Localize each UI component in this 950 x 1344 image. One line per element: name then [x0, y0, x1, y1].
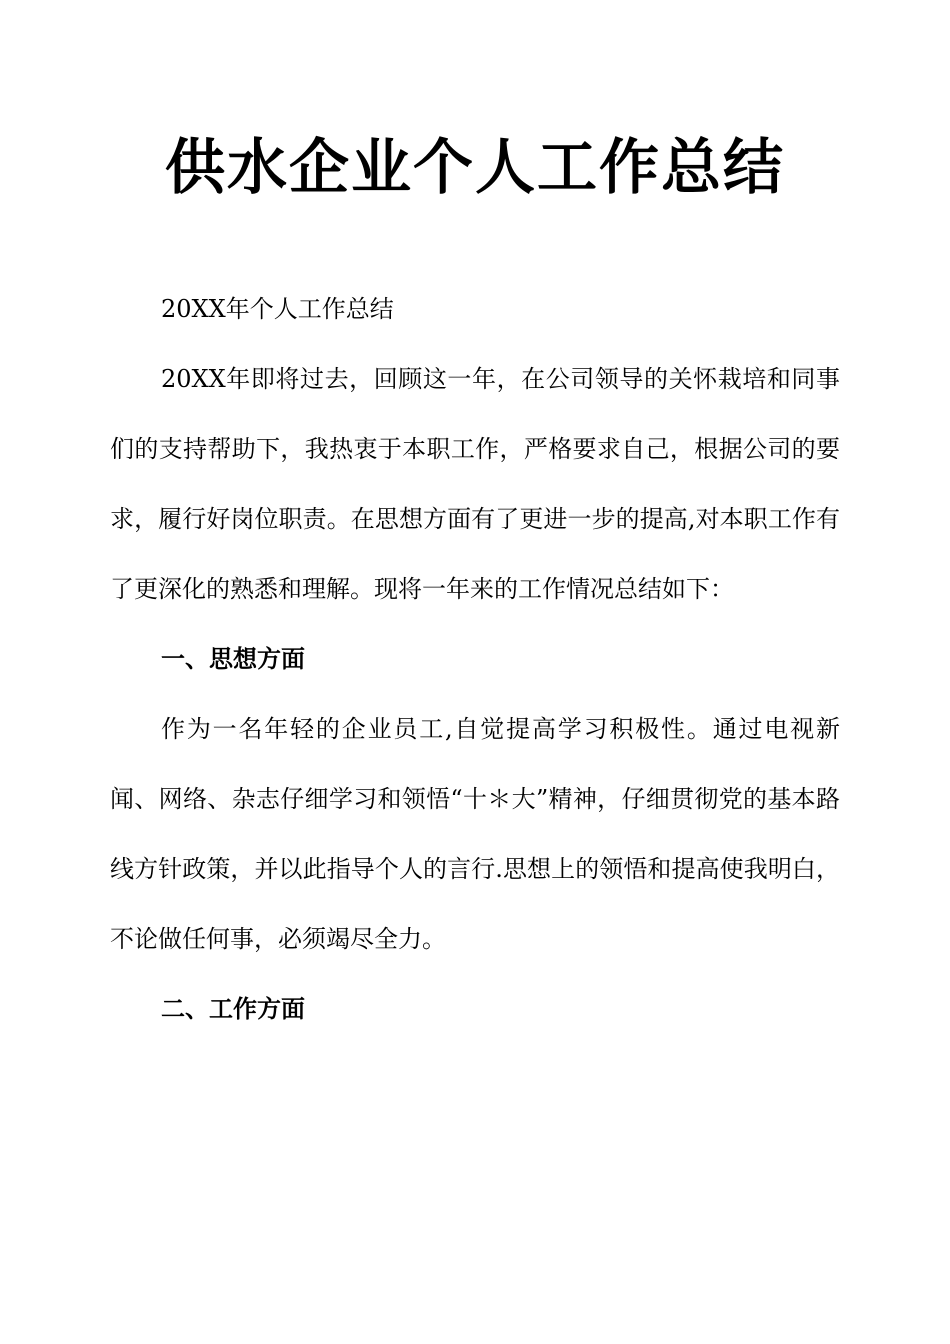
section-heading-thought: 一、思想方面 [161, 645, 305, 673]
document-body [110, 274, 840, 1044]
subtitle-line: 20XX年个人工作总结 [161, 295, 394, 323]
document-title: 供水企业个人工作总结 [165, 133, 785, 203]
section-heading-work: 二、工作方面 [161, 995, 305, 1023]
section-paragraph-thought: 作为一名年轻的企业员工,自觉提高学习积极性。通过电视新闻、网络、杂志仔细学习和领悟“十＊大”精神，仔细贯彻党的基本路线方针政策，并以此指导个人的言行.思想上的领悟和提高使我明白，不论做任何事，必须竭尽全力。 [110, 715, 840, 953]
intro-paragraph: 20XX年即将过去，回顾这一年，在公司领导的关怀栽培和同事们的支持帮助下，我热衷于本职工作，严格要求自己，根据公司的要求，履行好岗位职责。在思想方面有了更进一步的提高,对本职工作有了更深化的熟悉和理解。现将一年来的工作情况总结如下： [110, 365, 840, 603]
